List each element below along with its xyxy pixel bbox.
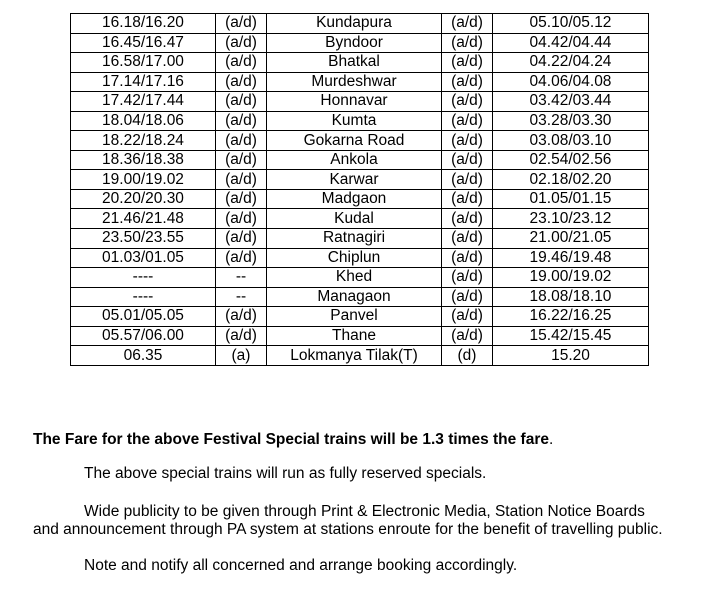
table-row — [71, 131, 649, 151]
outbound-code-cell: (a) — [216, 346, 267, 366]
outbound-time-cell: 06.35 — [71, 346, 216, 366]
timetable-body — [71, 14, 649, 366]
station-name-cell: Lokmanya Tilak(T) — [267, 346, 442, 366]
outbound-code-cell: (a/d) — [216, 170, 267, 190]
outbound-time-cell: 16.45/16.47 — [71, 33, 216, 53]
station-name-cell: Khed — [267, 268, 442, 288]
return-code-cell: (a/d) — [442, 92, 493, 112]
station-name-cell: Chiplun — [267, 248, 442, 268]
return-code-cell: (a/d) — [442, 150, 493, 170]
return-time-cell: 15.42/15.45 — [493, 326, 649, 346]
station-name-cell: Gokarna Road — [267, 131, 442, 151]
fare-note-text: The Fare for the above Festival Special trains will be 1.3 times the fare — [33, 431, 549, 448]
return-code-cell: (a/d) — [442, 170, 493, 190]
outbound-time-cell: 16.58/17.00 — [71, 53, 216, 73]
outbound-code-cell: (a/d) — [216, 150, 267, 170]
timetable — [70, 13, 649, 366]
return-code-cell: (a/d) — [442, 248, 493, 268]
return-code-cell: (a/d) — [442, 268, 493, 288]
outbound-time-cell: 17.42/17.44 — [71, 92, 216, 112]
return-code-cell: (a/d) — [442, 111, 493, 131]
return-time-cell: 05.10/05.12 — [493, 14, 649, 34]
table-row — [71, 33, 649, 53]
outbound-code-cell: -- — [216, 268, 267, 288]
outbound-code-cell: (a/d) — [216, 209, 267, 229]
return-code-cell: (a/d) — [442, 209, 493, 229]
return-time-cell: 04.42/04.44 — [493, 33, 649, 53]
outbound-code-cell: (a/d) — [216, 131, 267, 151]
return-time-cell: 18.08/18.10 — [493, 287, 649, 307]
return-time-cell: 01.05/01.15 — [493, 189, 649, 209]
return-code-cell: (a/d) — [442, 189, 493, 209]
outbound-time-cell: 05.57/06.00 — [71, 326, 216, 346]
return-time-cell: 04.22/04.24 — [493, 53, 649, 73]
return-code-cell: (a/d) — [442, 72, 493, 92]
outbound-time-cell: 18.36/18.38 — [71, 150, 216, 170]
table-row — [71, 287, 649, 307]
table-row — [71, 268, 649, 288]
return-time-cell: 02.54/02.56 — [493, 150, 649, 170]
station-name-cell: Byndoor — [267, 33, 442, 53]
return-time-cell: 03.28/03.30 — [493, 111, 649, 131]
outbound-code-cell: (a/d) — [216, 111, 267, 131]
outbound-time-cell: 21.46/21.48 — [71, 209, 216, 229]
return-code-cell: (a/d) — [442, 287, 493, 307]
outbound-time-cell: 01.03/01.05 — [71, 248, 216, 268]
table-row — [71, 229, 649, 249]
outbound-time-cell: 05.01/05.05 — [71, 307, 216, 327]
station-name-cell: Karwar — [267, 170, 442, 190]
outbound-time-cell: 18.04/18.06 — [71, 111, 216, 131]
station-name-cell: Madgaon — [267, 189, 442, 209]
station-name-cell: Honnavar — [267, 92, 442, 112]
table-row — [71, 111, 649, 131]
outbound-time-cell: ---- — [71, 287, 216, 307]
outbound-code-cell: (a/d) — [216, 72, 267, 92]
outbound-time-cell: ---- — [71, 268, 216, 288]
outbound-time-cell: 18.22/18.24 — [71, 131, 216, 151]
return-code-cell: (d) — [442, 346, 493, 366]
return-code-cell: (a/d) — [442, 33, 493, 53]
outbound-code-cell: (a/d) — [216, 307, 267, 327]
table-row — [71, 248, 649, 268]
table-row — [71, 170, 649, 190]
station-name-cell: Ratnagiri — [267, 229, 442, 249]
outbound-time-cell: 19.00/19.02 — [71, 170, 216, 190]
table-row — [71, 72, 649, 92]
outbound-code-cell: (a/d) — [216, 189, 267, 209]
table-row — [71, 53, 649, 73]
return-time-cell: 15.20 — [493, 346, 649, 366]
return-time-cell: 03.08/03.10 — [493, 131, 649, 151]
notify-note: Note and notify all concerned and arrange booking accordingly. — [84, 557, 518, 574]
outbound-time-cell: 23.50/23.55 — [71, 229, 216, 249]
table-row — [71, 209, 649, 229]
return-time-cell: 02.18/02.20 — [493, 170, 649, 190]
return-time-cell: 19.00/19.02 — [493, 268, 649, 288]
station-name-cell: Bhatkal — [267, 53, 442, 73]
return-time-cell: 23.10/23.12 — [493, 209, 649, 229]
outbound-code-cell: (a/d) — [216, 229, 267, 249]
station-name-cell: Murdeshwar — [267, 72, 442, 92]
return-time-cell: 04.06/04.08 — [493, 72, 649, 92]
outbound-code-cell: (a/d) — [216, 33, 267, 53]
table-row — [71, 92, 649, 112]
station-name-cell: Panvel — [267, 307, 442, 327]
return-code-cell: (a/d) — [442, 131, 493, 151]
table-row — [71, 14, 649, 34]
table-row — [71, 326, 649, 346]
outbound-code-cell: (a/d) — [216, 53, 267, 73]
return-time-cell: 19.46/19.48 — [493, 248, 649, 268]
station-name-cell: Kumta — [267, 111, 442, 131]
outbound-code-cell: (a/d) — [216, 14, 267, 34]
return-code-cell: (a/d) — [442, 14, 493, 34]
return-time-cell: 16.22/16.25 — [493, 307, 649, 327]
outbound-time-cell: 16.18/16.20 — [71, 14, 216, 34]
station-name-cell: Ankola — [267, 150, 442, 170]
return-code-cell: (a/d) — [442, 53, 493, 73]
station-name-cell: Managaon — [267, 287, 442, 307]
return-time-cell: 21.00/21.05 — [493, 229, 649, 249]
return-code-cell: (a/d) — [442, 307, 493, 327]
station-name-cell: Kundapura — [267, 14, 442, 34]
publicity-note-line1: Wide publicity to be given through Print & Electronic Media, Station Notice Boards — [84, 503, 645, 520]
outbound-code-cell: (a/d) — [216, 248, 267, 268]
outbound-code-cell: -- — [216, 287, 267, 307]
return-time-cell: 03.42/03.44 — [493, 92, 649, 112]
outbound-time-cell: 17.14/17.16 — [71, 72, 216, 92]
fare-note-period: . — [549, 431, 554, 448]
outbound-time-cell: 20.20/20.30 — [71, 189, 216, 209]
return-code-cell: (a/d) — [442, 229, 493, 249]
publicity-note-line2: and announcement through PA system at stations enroute for the benefit of travelling public. — [33, 521, 663, 538]
station-name-cell: Thane — [267, 326, 442, 346]
table-row — [71, 150, 649, 170]
station-name-cell: Kudal — [267, 209, 442, 229]
table-row — [71, 307, 649, 327]
return-code-cell: (a/d) — [442, 326, 493, 346]
table-row — [71, 346, 649, 366]
outbound-code-cell: (a/d) — [216, 92, 267, 112]
outbound-code-cell: (a/d) — [216, 326, 267, 346]
table-row — [71, 189, 649, 209]
reserved-note: The above special trains will run as fully reserved specials. — [84, 465, 487, 482]
fare-note — [33, 431, 553, 449]
